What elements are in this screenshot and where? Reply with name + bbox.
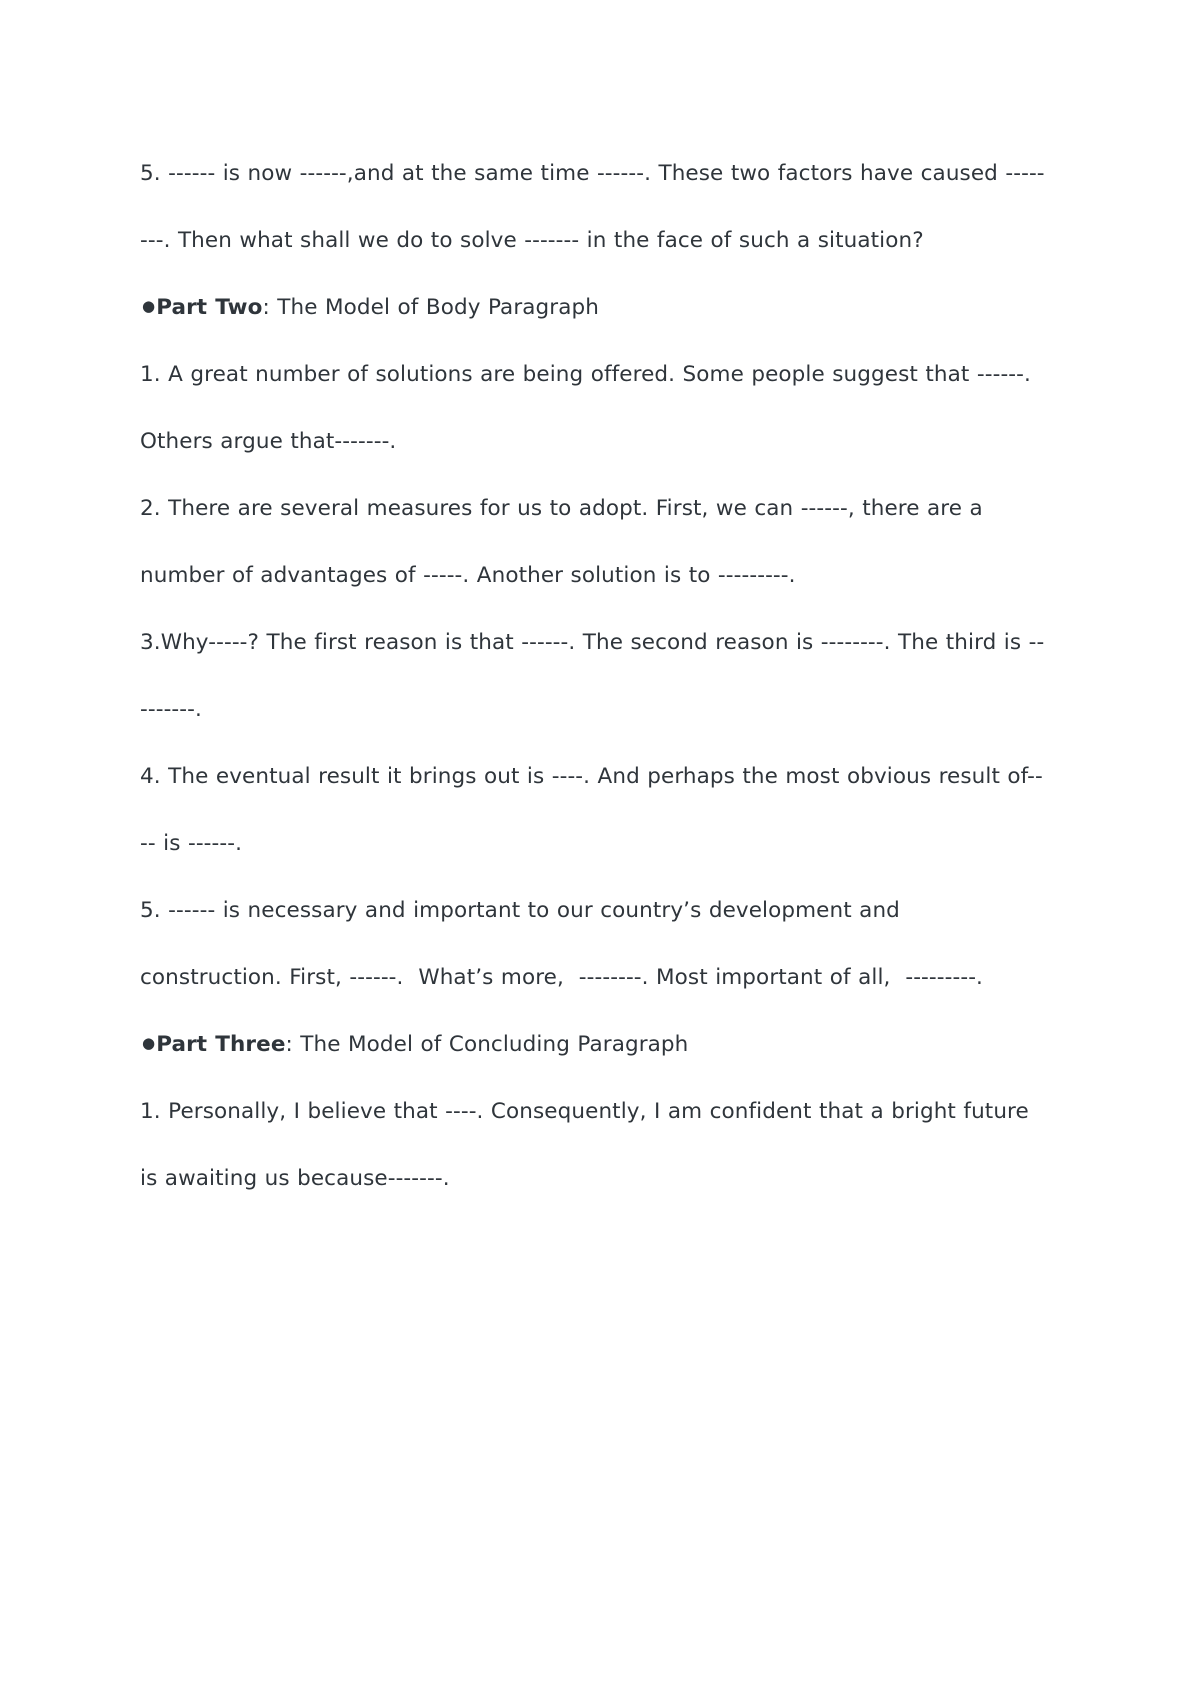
paragraph-body-item-3: 3.Why-----? The first reason is that ------. The second reason is --------. The third is ---------. bbox=[140, 630, 1045, 722]
bullet-icon: ● bbox=[142, 296, 156, 315]
heading-part-two bbox=[140, 274, 1045, 341]
bullet-icon: ● bbox=[142, 1033, 156, 1052]
paragraph-body-item-2: 2. There are several measures for us to adopt. First, we can ------, there are a number of advantages of -----. Another solution is to ---------. bbox=[140, 496, 991, 588]
heading-part-two-label: Part Two bbox=[156, 295, 263, 320]
heading-part-three bbox=[140, 1011, 1045, 1078]
paragraph-body-item-5: 5. ------ is necessary and important to our country’s development and construction. First, ------. What’s more, --------. Most important of all, ---------. bbox=[140, 898, 983, 990]
heading-part-three-subtitle: : The Model of Concluding Paragraph bbox=[285, 1032, 689, 1057]
paragraph-conclusion-item-1: 1. Personally, I believe that ----. Consequently, I am confident that a bright future is awaiting us because-------. bbox=[140, 1099, 1037, 1191]
paragraph-body-item-4: 4. The eventual result it brings out is ----. And perhaps the most obvious result of---- is ------. bbox=[140, 764, 1043, 856]
document-body bbox=[140, 140, 1045, 1212]
heading-part-two-subtitle: : The Model of Body Paragraph bbox=[262, 295, 599, 320]
paragraph-intro-item-5: 5. ------ is now ------,and at the same time ------. These two factors have caused --------. Then what shall we do to solve ------- in the face of such a situation? bbox=[140, 161, 1045, 253]
paragraph-body-item-1: 1. A great number of solutions are being offered. Some people suggest that ------. Others argue that-------. bbox=[140, 362, 1039, 454]
heading-part-three-label: Part Three bbox=[156, 1032, 286, 1057]
